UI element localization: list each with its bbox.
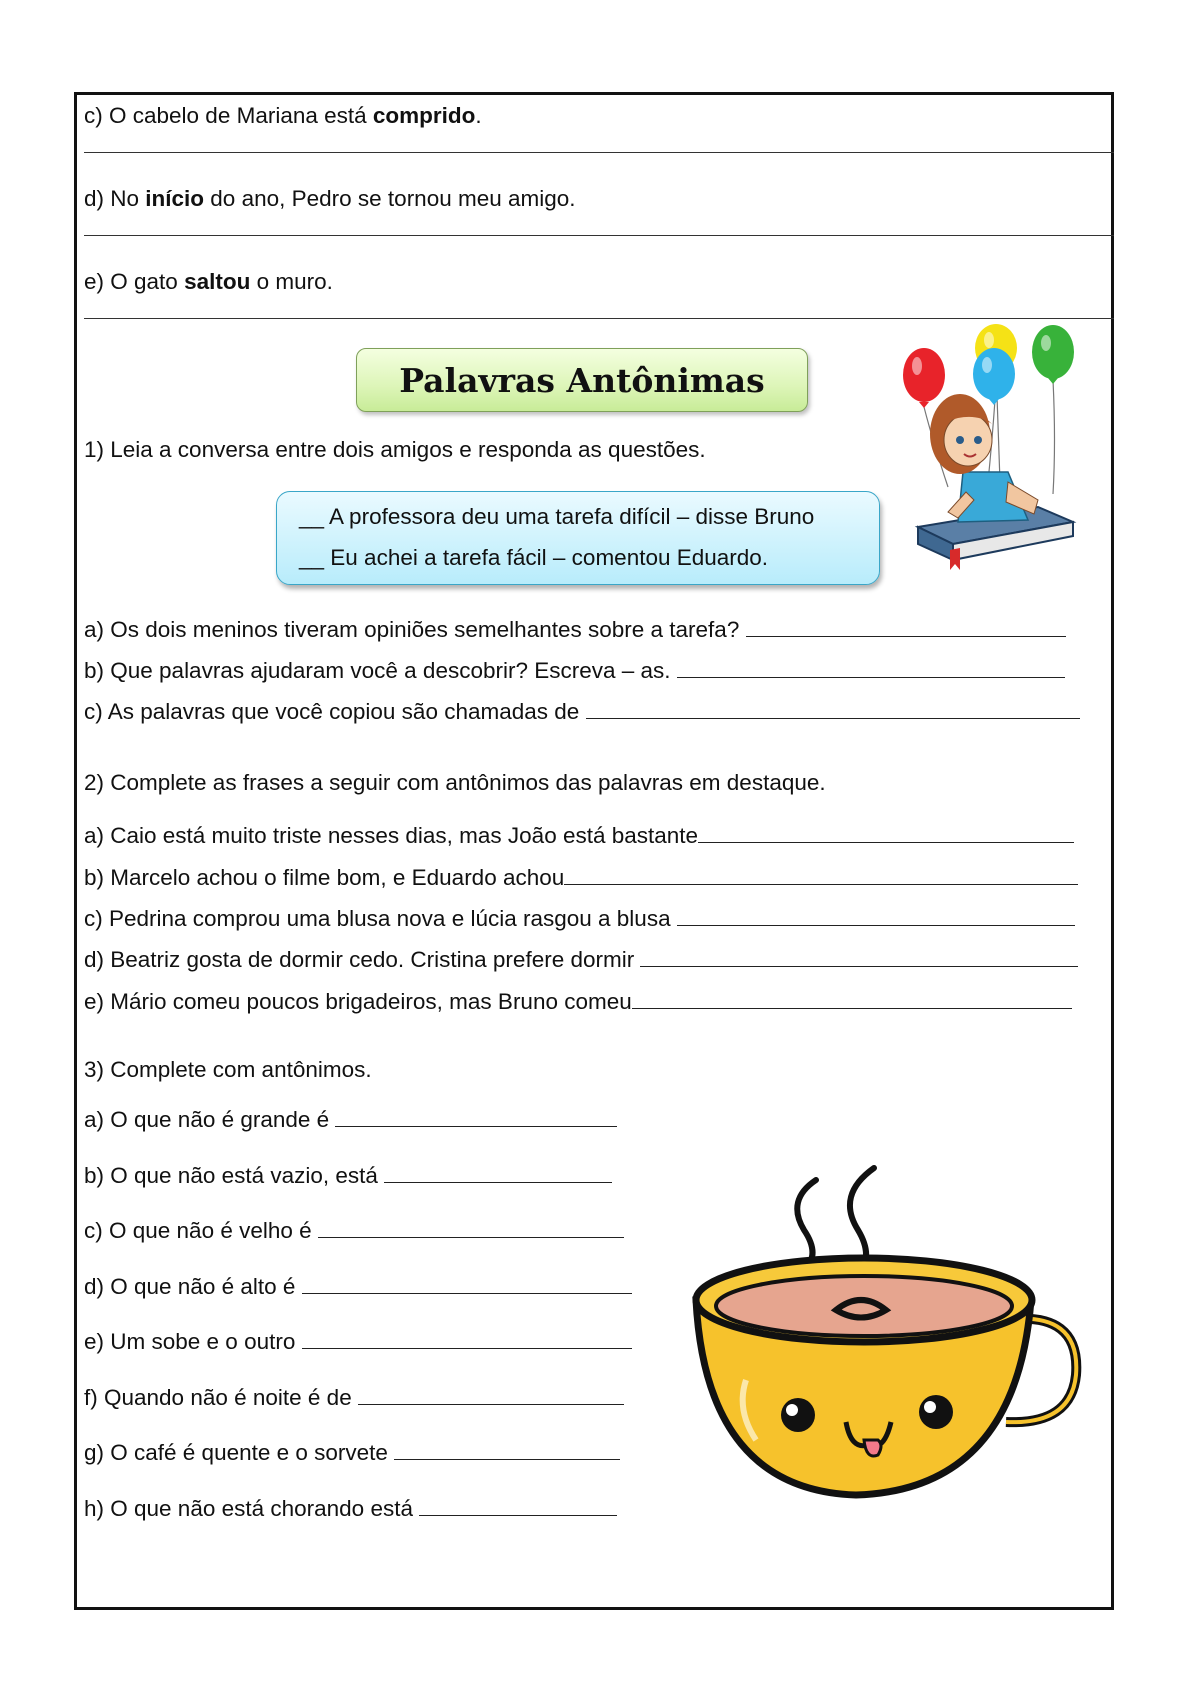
answer-blank[interactable] [698, 822, 1074, 843]
dialog-line: __ A professora deu uma tarefa difícil – disse Bruno [299, 504, 815, 529]
answer-blank[interactable] [746, 616, 1066, 637]
answer-line[interactable] [84, 235, 1114, 236]
q3-item-b: b) O que não está vazio, está [84, 1162, 612, 1189]
q2-prompt: 2) Complete as frases a seguir com antônimos das palavras em destaque. [84, 770, 826, 795]
worksheet-title: Palavras Antônimas [399, 360, 765, 400]
q2-item-d: d) Beatriz gosta de dormir cedo. Cristina prefere dormir [84, 946, 1078, 973]
cup-icon [696, 1258, 1032, 1495]
q1-question-c: c) As palavras que você copiou são chamadas de [84, 698, 1080, 725]
q1-question-a: a) Os dois meninos tiveram opiniões semelhantes sobre a tarefa? [84, 616, 1066, 643]
answer-blank[interactable] [318, 1217, 624, 1238]
green-balloon-icon [1032, 325, 1074, 384]
q3-item-c: c) O que não é velho é [84, 1217, 624, 1244]
q2-item-b: b) Marcelo achou o filme bom, e Eduardo achou [84, 864, 1078, 891]
answer-blank[interactable] [632, 988, 1072, 1009]
worksheet-title-box [356, 348, 808, 412]
q2-item-e: e) Mário comeu poucos brigadeiros, mas Bruno comeu [84, 988, 1072, 1015]
dialog-blank[interactable]: __ [299, 545, 325, 570]
answer-blank[interactable] [586, 698, 1080, 719]
answer-blank[interactable] [358, 1384, 624, 1405]
answer-blank[interactable] [394, 1439, 620, 1460]
q3-item-g: g) O café é quente e o sorvete [84, 1439, 620, 1466]
q2-item-c: c) Pedrina comprou uma blusa nova e lúcia rasgou a blusa [84, 905, 1075, 932]
answer-line[interactable] [84, 318, 1114, 319]
prev-item-c: c) O cabelo de Mariana está comprido. [84, 103, 482, 128]
answer-blank[interactable] [302, 1273, 632, 1294]
coffee-cup-illustration [686, 1160, 1096, 1515]
answer-blank[interactable] [677, 905, 1075, 926]
answer-blank[interactable] [677, 657, 1065, 678]
red-balloon-icon [903, 348, 945, 408]
answer-blank[interactable] [419, 1495, 617, 1516]
answer-blank[interactable] [564, 864, 1078, 885]
q3-item-e: e) Um sobe e o outro [84, 1328, 632, 1355]
q3-prompt: 3) Complete com antônimos. [84, 1057, 372, 1082]
q2-item-a: a) Caio está muito triste nesses dias, mas João está bastante [84, 822, 1074, 849]
q3-item-f: f) Quando não é noite é de [84, 1384, 624, 1411]
blue-balloon-icon [973, 348, 1015, 405]
answer-blank[interactable] [384, 1162, 612, 1183]
answer-blank[interactable] [335, 1106, 617, 1127]
dialog-box [276, 491, 880, 585]
prev-item-d: d) No início do ano, Pedro se tornou meu amigo. [84, 186, 576, 211]
girl-icon [930, 394, 1038, 522]
balloon-girl-illustration [888, 322, 1094, 574]
answer-blank[interactable] [640, 946, 1078, 967]
q3-item-a: a) O que não é grande é [84, 1106, 617, 1133]
answer-blank[interactable] [302, 1328, 632, 1349]
q3-item-d: d) O que não é alto é [84, 1273, 632, 1300]
answer-line[interactable] [84, 152, 1114, 153]
q3-item-h: h) O que não está chorando está [84, 1495, 617, 1522]
dialog-line: __ Eu achei a tarefa fácil – comentou Eduardo. [299, 545, 769, 570]
q1-question-b: b) Que palavras ajudaram você a descobrir? Escreva – as. [84, 657, 1065, 684]
prev-item-e: e) O gato saltou o muro. [84, 269, 333, 294]
dialog-blank[interactable]: __ [299, 504, 325, 529]
q1-prompt: 1) Leia a conversa entre dois amigos e responda as questões. [84, 437, 706, 462]
